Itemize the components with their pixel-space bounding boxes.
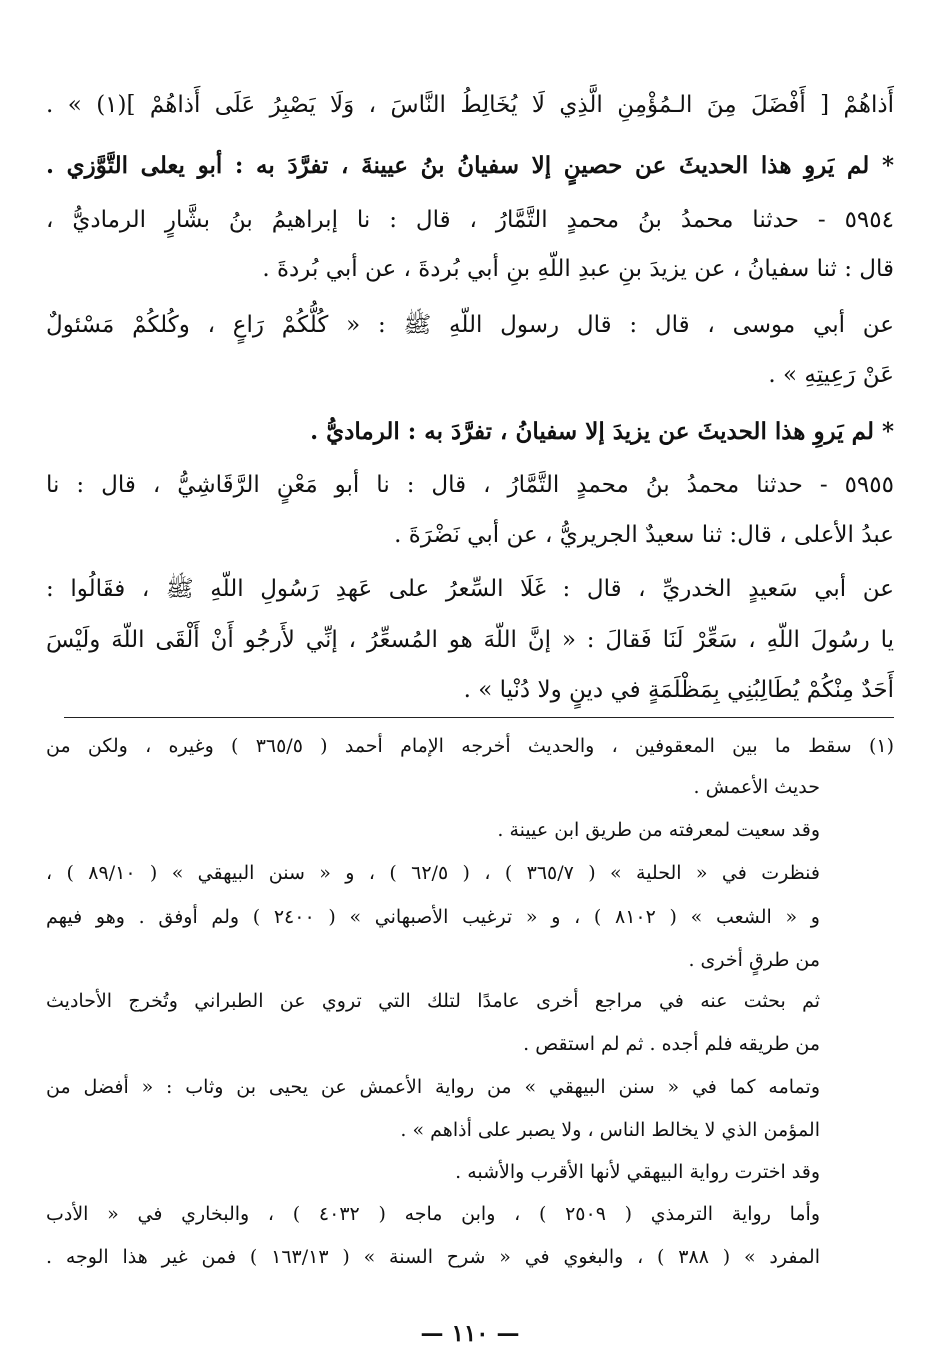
footnote-line: (١) سقط ما بين المعقوفين ، والحديث أخرجه الإمام أحمد ( ٣٦٥/٥ ) وغيره ، ولكن من (46, 735, 894, 757)
footnote-line: من طرقٍ أخرى . (688, 949, 820, 971)
hadith-5954-header: ٥٩٥٤ - حدثنا محمدُ بنُ محمدٍ التَّمَّارُ ، قال : نا إبراهيمُ بنُ بشَّارٍ الرماديُّ ، (46, 207, 894, 233)
note-line: * لم يَروِ هذا الحديثَ عن يزيدَ إلا سفيانُ ، تفرَّدَ به : الرماديُّ . (310, 418, 894, 445)
footnote-line: وقد اخترت رواية البيهقي لأنها الأقرب والأشبه . (455, 1161, 820, 1183)
footnote-line: وتمامه كما في « سنن البيهقي » من رواية الأعمش عن يحيى بن وثاب : « أفضل من (46, 1076, 820, 1098)
text-line: أَحَدٌ مِنْكُمْ يُطَالِبُنِي بِمَظْلَمَةٍ في دينٍ ولا دُنْيا » . (463, 677, 894, 703)
footnote-line: ثم بحثت عنه في مراجع أخرى عامدًا لتلك التي تروي عن الطبراني وتُخرج الأحاديث (46, 990, 820, 1012)
note-line: * لم يَروِ هذا الحديثَ عن حصينٍ إلا سفيانُ بنُ عيينةَ ، تفرَّدَ به : أبو يعلى التَّوَّزي . (46, 152, 894, 179)
text-line: عَنْ رَعِيتِهِ » . (768, 362, 894, 388)
footnote-line: وقد سعيت لمعرفته من طريق ابن عيينة . (497, 819, 820, 841)
hadith-5955-header: ٥٩٥٥ - حدثنا محمدُ بنُ محمدٍ التَّمَّارُ ، قال : نا أبو مَعْنٍ الرَّقَاشِيُّ ، قال : نا (46, 472, 894, 498)
footnote-line: فنظرت في « الحلية » ( ٣٦٥/٧ ) ، ( ٦٢/٥ ) ، و « سنن البيهقي » ( ٨٩/١٠ ) ، (46, 862, 820, 884)
footnote-line: من طريقه فلم أجده . ثم لم استقص . (523, 1033, 820, 1055)
footnote-line: و « الشعب » ( ٨١٠٢ ) ، و « ترغيب الأصبهاني » ( ٢٤٠٠ ) ولم أوفق . وهو فيهم (46, 906, 820, 928)
footnote-line: وأما رواية الترمذي ( ٢٥٠٩ ) ، وابن ماجه ( ٤٠٣٢ ) ، والبخاري في « الأدب (46, 1203, 820, 1225)
footnote-line: المؤمن الذي لا يخالط الناس ، ولا يصبر على أذاهم » . (400, 1119, 820, 1141)
footnote-line: حديث الأعمش . (693, 776, 820, 798)
text-line: عن أبي موسى ، قال : قال رسول اللّهِ ﷺ : « كُلُّكُمْ رَاعٍ ، وكُلكُمْ مَسْئولٌ (46, 312, 894, 338)
text-line: قال : ثنا سفيانُ ، عن يزيدَ بنِ عبدِ اللّهِ بنِ أبي بُردةَ ، عن أبي بُردةَ . (262, 256, 894, 282)
text-line: عبدُ الأعلى ، قال: ثنا سعيدٌ الجريريُّ ، عن أبي نَضْرَةَ . (394, 522, 894, 548)
footnote-line: المفرد » ( ٣٨٨ ) ، والبغوي في « شرح السنة » ( ١٦٣/١٣ ) فمن غير هذا الوجه . (46, 1246, 820, 1268)
page-number: — ١١٠ — (420, 1320, 520, 1347)
text-line: يا رسُولَ اللّهِ ، سَعِّرْ لَنَا فَقالَ : « إنَّ اللّهَ هو المُسعِّرُ ، إنِّي لأَرجُو أَنْ أَلْقَى اللّهَ ولَيْسَ (46, 627, 894, 653)
text-line: عن أبي سَعيدٍ الخدريِّ ، قال : غَلَا السِّعرُ على عَهدِ رَسُولِ اللّهِ ﷺ ، فقَالُوا : (46, 576, 894, 602)
text-line: أَذاهُمْ [ أَفْضَلَ مِنَ الـمُؤْمِنِ الَّذِي لَا يُخَالِطُ النَّاسَ ، وَلَا يَصْبِرُ عَلَى أَذاهُمْ ](١) » . (46, 92, 894, 118)
footnote-divider (64, 717, 894, 718)
